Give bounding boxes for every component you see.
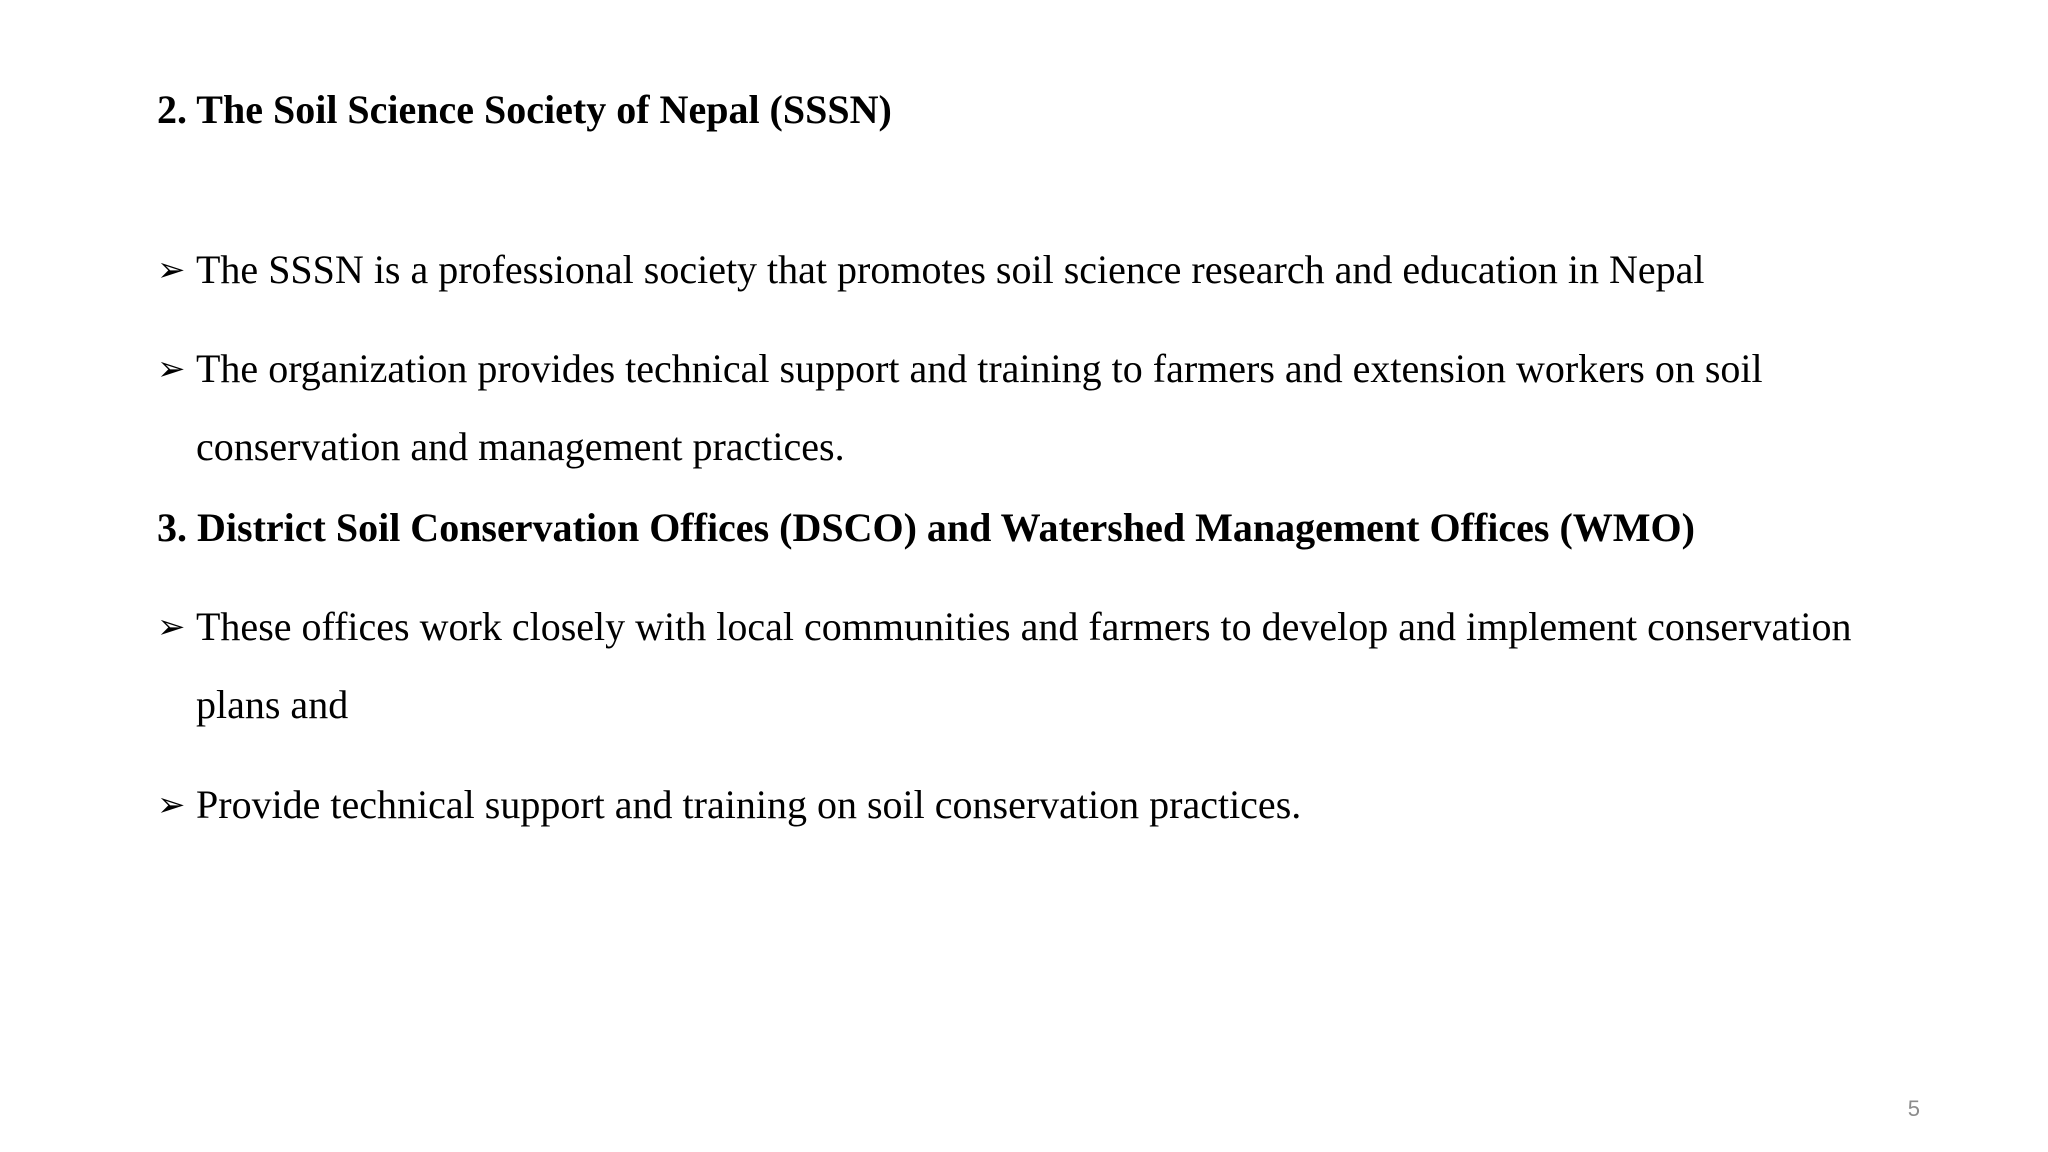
- bullet-text: These offices work closely with local communities and farmers to develop and implement conservation plans and: [196, 604, 1852, 727]
- bullet-item: [157, 330, 1917, 486]
- bullet-text: Provide technical support and training on soil conservation practices.: [196, 782, 1302, 827]
- bullet-text: The SSSN is a professional society that promotes soil science research and education in Nepal: [196, 247, 1705, 292]
- arrow-bullet-icon: ➢: [157, 349, 186, 389]
- bullet-item: [157, 766, 1917, 844]
- section-3-heading: 3. District Soil Conservation Offices (DSCO) and Watershed Management Offices (WMO): [157, 505, 1695, 550]
- bullet-item: [157, 588, 1917, 744]
- arrow-bullet-icon: ➢: [157, 785, 186, 825]
- bullet-item: [157, 231, 1917, 309]
- section-2-heading: 2. The Soil Science Society of Nepal (SSSN): [157, 87, 892, 132]
- arrow-bullet-icon: ➢: [157, 250, 186, 290]
- page-number: 5: [1907, 1096, 1920, 1121]
- bullet-text: The organization provides technical support and training to farmers and extension workers on soil conservation and management practices.: [196, 346, 1763, 469]
- arrow-bullet-icon: ➢: [157, 607, 186, 647]
